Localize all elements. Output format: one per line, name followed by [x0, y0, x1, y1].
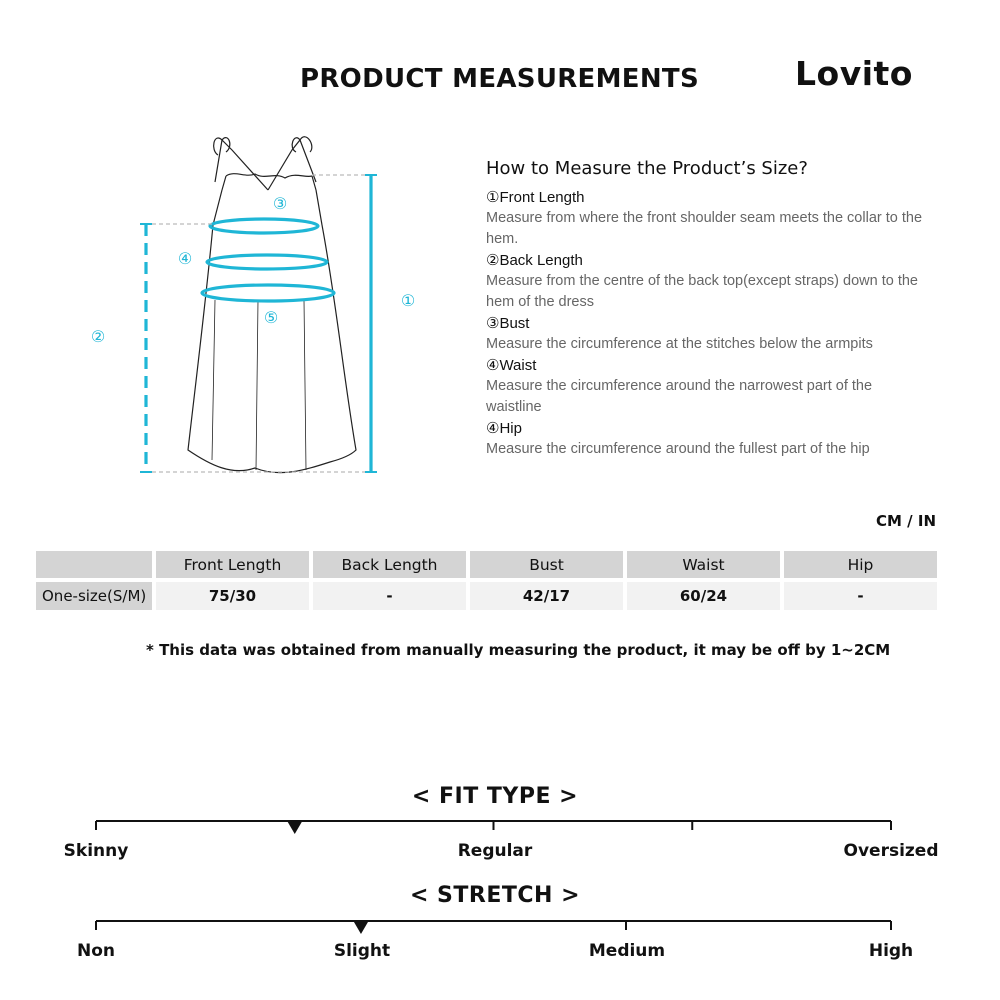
size-table [32, 547, 941, 614]
table-header-cell: Waist [627, 551, 780, 578]
table-cell: - [313, 582, 466, 610]
marker-front-length: ① [400, 291, 416, 310]
table-header-cell: Back Length [313, 551, 466, 578]
marker-bust: ③ [272, 194, 288, 213]
table-cell: 75/30 [156, 582, 309, 610]
howto-title: How to Measure the Product’s Size? [486, 158, 808, 179]
table-header-cell: Front Length [156, 551, 309, 578]
measure-label: ③Bust [486, 315, 530, 332]
unit-label: CM / IN [876, 512, 936, 530]
measure-label: ④Waist [486, 357, 537, 374]
measure-item-hip [486, 418, 926, 460]
measure-desc: Measure from the centre of the back top(except straps) down to the hem of the dress [486, 273, 918, 310]
fit-label-regular: Regular [457, 841, 533, 861]
measure-item-waist [486, 355, 926, 418]
fit-type-ticks [96, 821, 891, 830]
table-row-header: One-size(S/M) [36, 582, 152, 610]
measure-item-back-length [486, 250, 926, 313]
table-row [36, 582, 937, 610]
table-header-cell [36, 551, 152, 578]
bust-ellipse [210, 219, 318, 233]
measure-label: ④Hip [486, 420, 522, 437]
measure-desc: Measure the circumference at the stitches below the armpits [486, 336, 873, 352]
measure-desc: Measure from where the front shoulder seam meets the collar to the hem. [486, 210, 923, 247]
measure-label: ②Back Length [486, 252, 583, 269]
waist-ellipse [207, 255, 327, 269]
hip-ellipse [202, 285, 334, 301]
fit-type-marker [288, 822, 302, 834]
stretch-scale [0, 915, 1000, 945]
marker-hip: ⑤ [263, 308, 279, 327]
stretch-label-high: High [868, 941, 914, 961]
stretch-label-non: Non [76, 941, 116, 961]
how-to-measure [486, 158, 926, 460]
measure-label: ①Front Length [486, 189, 585, 206]
left-strap [215, 140, 268, 190]
stretch-title: < STRETCH > [409, 883, 581, 908]
fit-label-skinny: Skinny [63, 841, 129, 861]
fit-type-title: < FIT TYPE > [411, 784, 579, 809]
stretch-ticks [96, 921, 891, 930]
fit-label-oversized: Oversized [843, 841, 939, 861]
table-header-cell: Bust [470, 551, 623, 578]
stretch-label-medium: Medium [588, 941, 666, 961]
measure-item-bust [486, 313, 926, 355]
stretch-marker [354, 922, 368, 934]
measurement-note: * This data was obtained from manually measuring the product, it may be off by 1~2CM [146, 641, 891, 659]
dress-illustration [80, 125, 440, 485]
brand-logo: Lovito [795, 54, 913, 93]
table-header-cell: Hip [784, 551, 937, 578]
marker-waist: ④ [177, 249, 193, 268]
table-cell: 42/17 [470, 582, 623, 610]
table-cell: 60/24 [627, 582, 780, 610]
table-header-row [36, 551, 937, 578]
stretch-label-slight: Slight [333, 941, 391, 961]
page-title: PRODUCT MEASUREMENTS [300, 64, 699, 94]
measure-item-front-length [486, 187, 926, 250]
measure-desc: Measure the circumference around the fullest part of the hip [486, 441, 870, 457]
marker-back-length: ② [90, 327, 106, 346]
measure-desc: Measure the circumference around the narrowest part of the waistline [486, 378, 873, 415]
table-cell: - [784, 582, 937, 610]
